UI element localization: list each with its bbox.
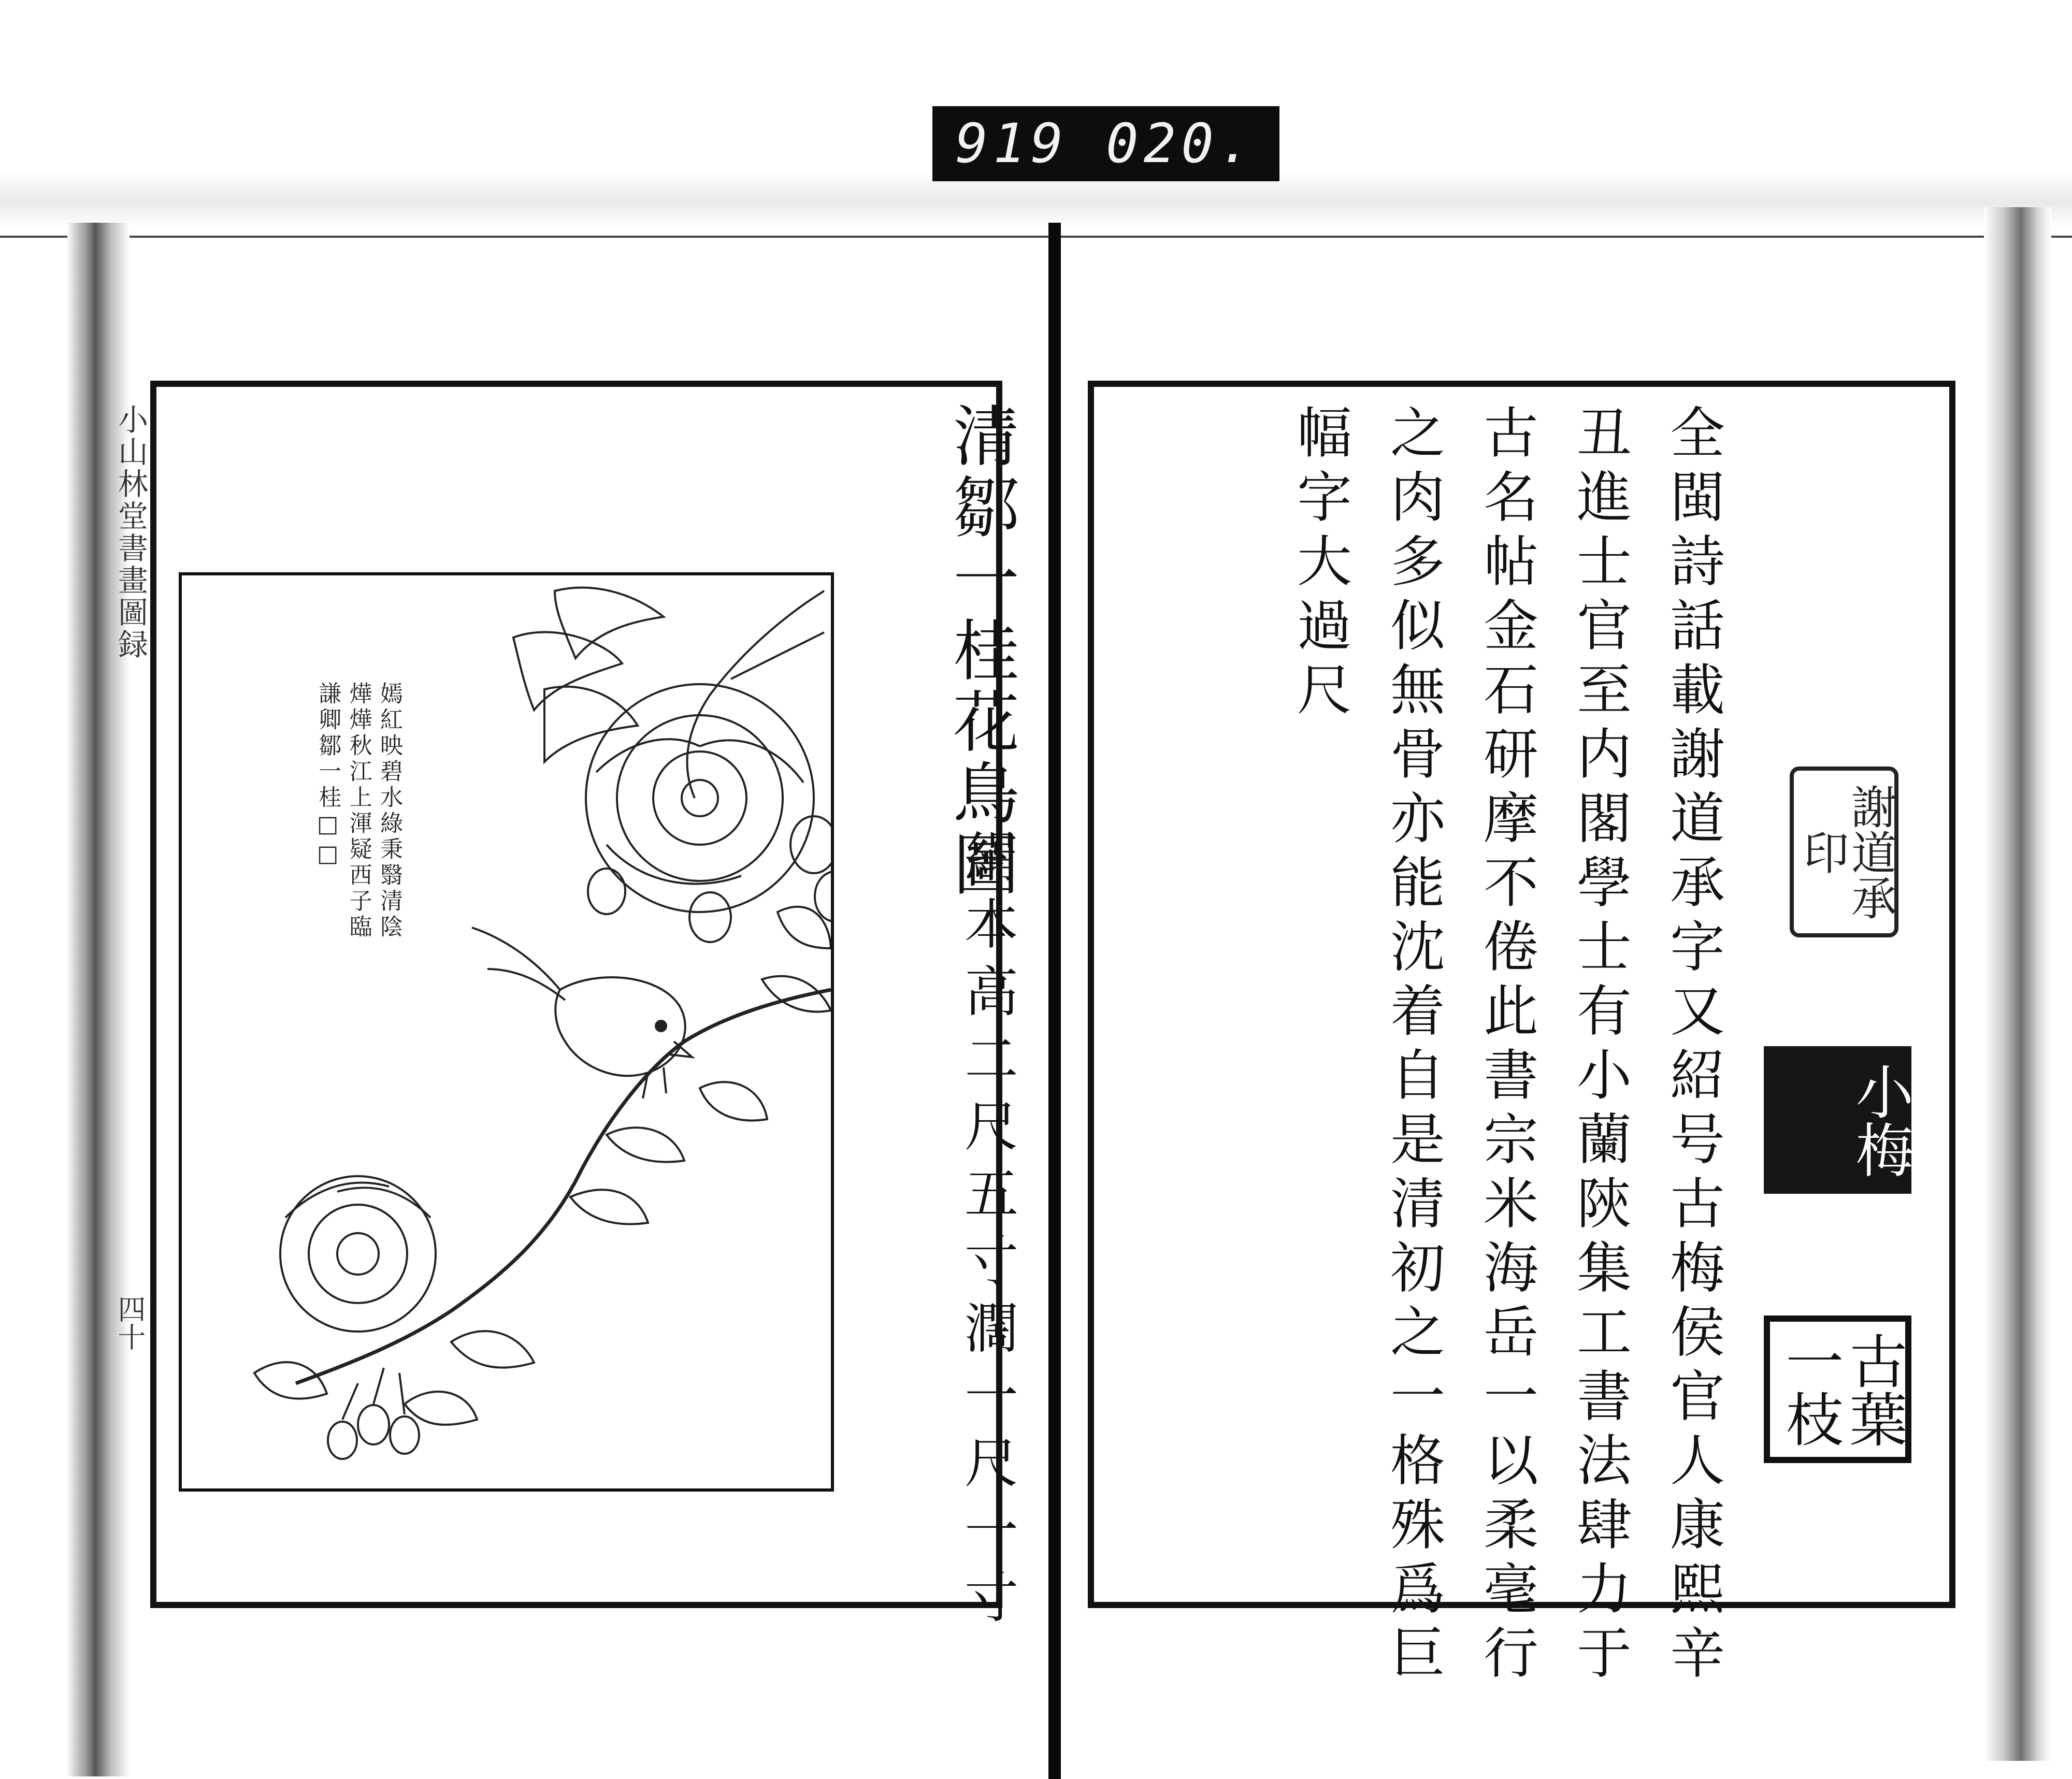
leaf: [778, 907, 831, 948]
book-gutter: [1048, 223, 1061, 1779]
right-page-edge: [1984, 207, 2051, 1761]
painting-dimensions: 絹本高二尺五寸濶一尺一寸: [955, 829, 1018, 1637]
leaf: [513, 632, 622, 710]
seal-text: 小梅: [1846, 1062, 1913, 1178]
leaf: [762, 976, 831, 1012]
seal-text: 謝道承印: [1796, 784, 1897, 920]
spine-title: 小山林堂書畫圖録: [113, 404, 148, 661]
microfilm-frame-number: 919 020.: [932, 106, 1279, 181]
text-column: 幅字大過尺: [1288, 404, 1352, 725]
bird-tail: [472, 928, 565, 1000]
painting-illustration: [182, 575, 831, 1488]
branch: [687, 591, 824, 798]
flower-bud: [689, 892, 731, 942]
inscription-line: 嫣紅映碧水綠秉翳清陰: [376, 682, 402, 941]
text-column: 丑進士官至内閣學士有小蘭陝集工書法肆力于: [1568, 404, 1632, 1688]
seal-text: 古葉一枝: [1776, 1331, 1907, 1448]
page-top-edge: [0, 236, 2072, 238]
lower-blossom: [280, 1176, 436, 1332]
seal-intaglio: [1764, 1046, 1911, 1194]
lower-blossom-center: [337, 1233, 379, 1275]
flower-bud: [588, 869, 625, 914]
leaf: [607, 1127, 684, 1162]
text-column: 全閩詩話載謝道承字又紹号古梅侯官人康熙辛: [1661, 404, 1725, 1688]
leaf: [700, 1082, 767, 1120]
text-column: 古名帖金石研摩不倦此書宗米海岳一以柔毫行: [1475, 404, 1538, 1688]
flower-bud: [328, 1422, 357, 1459]
peony-inner: [653, 751, 746, 845]
flower-bud: [390, 1416, 419, 1454]
leaf: [570, 1190, 648, 1224]
entry-title: 清鄒一桂花鳥圖: [942, 401, 1019, 902]
peony-outer: [586, 684, 814, 912]
spine-page-number: 四十: [113, 1295, 146, 1351]
leaf: [405, 1392, 477, 1425]
seal-relief-square: [1764, 1315, 1911, 1463]
lower-blossom-inner: [309, 1205, 407, 1303]
text-column: 之肉多似無骨亦能沈着自是清初之一格殊爲巨: [1382, 404, 1445, 1688]
inscription-line: 燁燁秋江上渾疑西子臨: [345, 682, 372, 941]
seal-relief: [1790, 766, 1898, 937]
inscription-line: 謙卿鄒一桂□□: [314, 682, 341, 870]
bird-and-flower-painting: [179, 572, 834, 1492]
peony-center: [682, 780, 718, 816]
leaf: [254, 1362, 327, 1398]
leaf: [451, 1331, 534, 1367]
flower-bud: [358, 1405, 389, 1444]
leaf: [555, 588, 664, 658]
bird-eye: [656, 1021, 666, 1031]
main-branch: [296, 990, 831, 1383]
peony-middle: [617, 715, 783, 881]
